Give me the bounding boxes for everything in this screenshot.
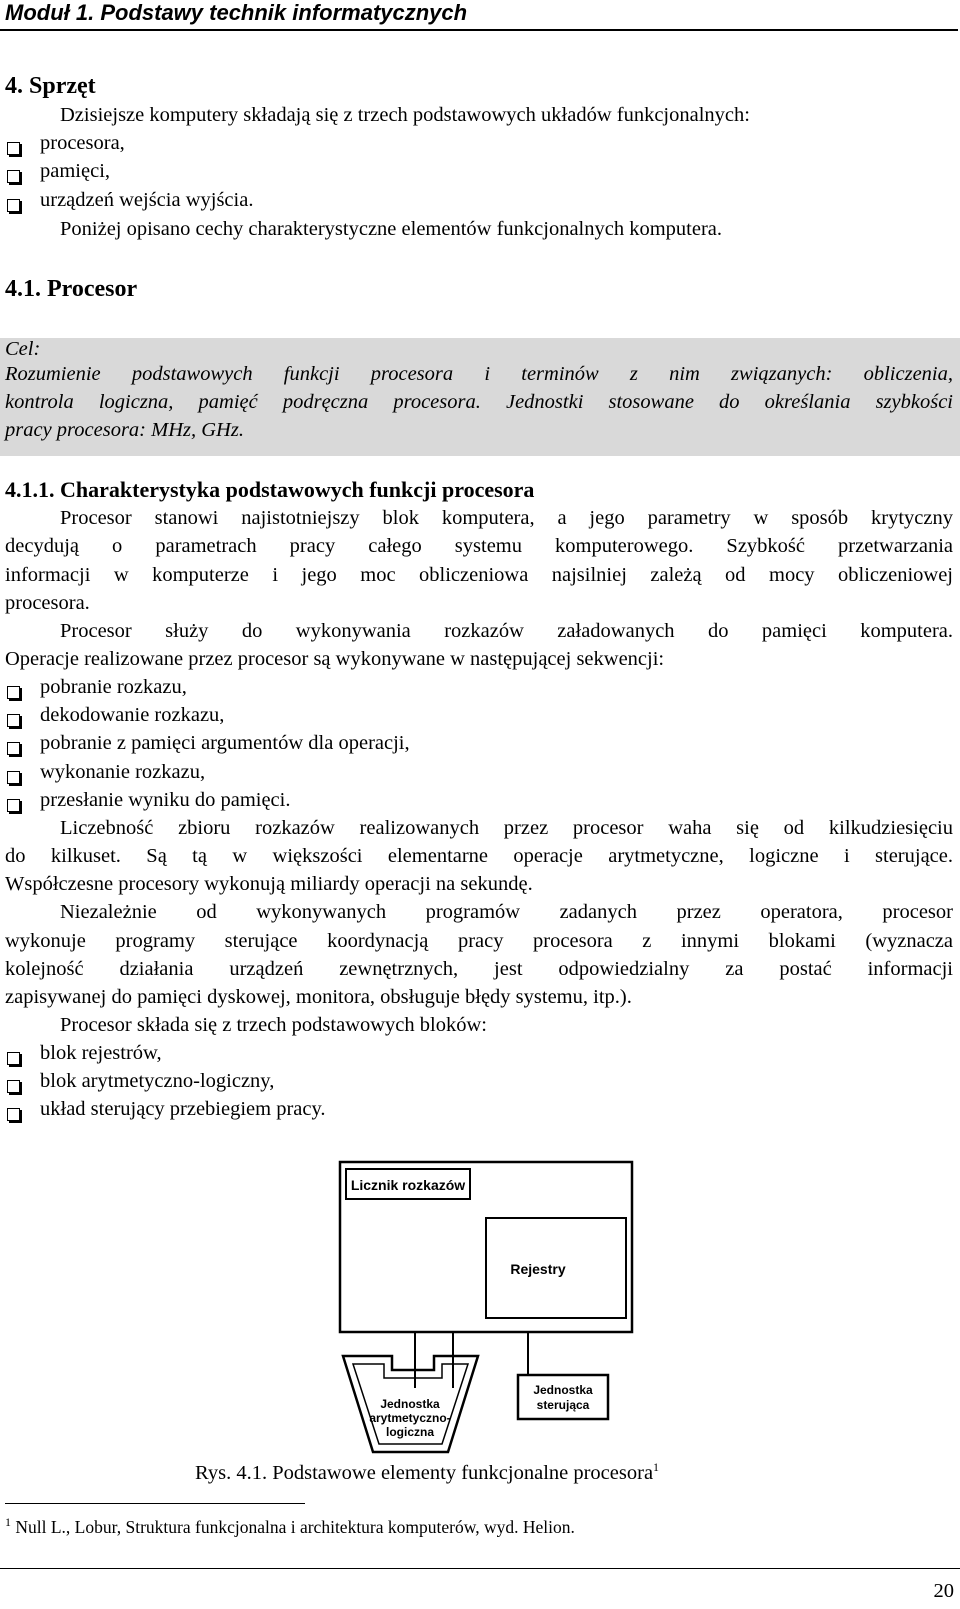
- subsection-title: 4.1. Procesor: [5, 276, 138, 302]
- figure-caption: [195, 1460, 659, 1485]
- paragraph-line: Liczebność zbioru rozkazów realizowanych przez procesor waha się od kilkudziesięciu: [60, 817, 953, 839]
- goal-box: [0, 338, 960, 456]
- subsubsection-title: 4.1.1. Charakterystyka podstawowych funkcji procesora: [5, 477, 535, 502]
- paragraph-line: decydują o parametrach pracy całego systemu komputerowego. Szybkość przetwarzania: [5, 535, 953, 557]
- bullet-icon: [7, 1052, 20, 1065]
- counter-label: Licznik rozkazów: [350, 1177, 466, 1193]
- alu-label-line: Jednostka: [380, 1397, 440, 1411]
- paragraph-line: zapisywanej do pamięci dyskowej, monitora, obsługuje błędy systemu, itp.).: [5, 986, 632, 1008]
- processor-diagram: [338, 1160, 638, 1470]
- goal-line: pracy procesora: MHz, GHz.: [5, 419, 244, 441]
- footnote: [5, 1515, 575, 1538]
- paragraph-line: do kilkuset. Są tą w większości elementarne operacje arytmetyczne, logiczne i sterujące.: [5, 845, 953, 867]
- registers-label: Rejestry: [510, 1261, 566, 1277]
- list-item: procesora,: [40, 132, 125, 154]
- list-item: pamięci,: [40, 160, 111, 182]
- bullet-icon: [7, 799, 20, 812]
- section-outro: Poniżej opisano cechy charakterystyczne elementów funkcjonalnych komputera.: [60, 218, 723, 240]
- list-item: urządzeń wejścia wyjścia.: [40, 189, 254, 211]
- bullet-icon: [7, 1108, 20, 1121]
- goal-label: Cel:: [5, 338, 41, 360]
- list-item: układ sterujący przebiegiem pracy.: [40, 1098, 326, 1120]
- paragraph-line: Procesor składa się z trzech podstawowych bloków:: [60, 1014, 487, 1036]
- footnote-mark: 1: [5, 1515, 11, 1529]
- paragraph-line: procesora.: [5, 592, 90, 614]
- list-item: blok arytmetyczno-logiczny,: [40, 1070, 275, 1092]
- control-label-line: Jednostka: [533, 1383, 593, 1397]
- paragraph-line: Procesor służy do wykonywania rozkazów załadowanych do pamięci komputera.: [60, 620, 953, 642]
- section-title: 4. Sprzęt: [5, 73, 96, 99]
- caption-footnote-ref: 1: [653, 1460, 660, 1474]
- list-item: przesłanie wyniku do pamięci.: [40, 789, 291, 811]
- list-item: wykonanie rozkazu,: [40, 761, 206, 783]
- alu-label-line: logiczna: [385, 1425, 435, 1439]
- paragraph-line: informacji w komputerze i jego moc obliczeniowa najsilniej zależą od mocy obliczeniowej: [5, 564, 953, 586]
- list-item: pobranie z pamięci argumentów dla operacji,: [40, 732, 410, 754]
- paragraph-line: kolejność działania urządzeń zewnętrznych, jest odpowiedzialny za postać informacji: [5, 958, 953, 980]
- goal-line: Rozumienie podstawowych funkcji procesora i terminów z nim związanych: obliczenia,: [5, 363, 953, 385]
- page-header: [0, 0, 958, 31]
- paragraph-line: Procesor stanowi najistotniejszy blok komputera, a jego parametry w sposób krytyczny: [60, 507, 953, 529]
- bullet-icon: [7, 771, 20, 784]
- list-item: pobranie rozkazu,: [40, 676, 187, 698]
- footnote-text: Null L., Lobur, Struktura funkcjonalna i architektura komputerów, wyd. Helion.: [15, 1516, 575, 1537]
- paragraph-line: wykonuje programy sterujące koordynacją pracy procesora z innymi blokami (wyznacza: [5, 930, 953, 952]
- list-item: blok rejestrów,: [40, 1042, 162, 1064]
- list-item: dekodowanie rozkazu,: [40, 704, 225, 726]
- bullet-icon: [7, 170, 20, 183]
- bullet-icon: [7, 686, 20, 699]
- bullet-icon: [7, 142, 20, 155]
- bullet-icon: [7, 714, 20, 727]
- section-intro: Dzisiejsze komputery składają się z trzech podstawowych układów funkcjonalnych:: [60, 104, 750, 126]
- paragraph-line: Niezależnie od wykonywanych programów zadanych przez operatora, procesor: [60, 901, 953, 923]
- page-number: 20: [933, 1580, 954, 1602]
- control-label-line: sterująca: [536, 1398, 590, 1412]
- bullet-icon: [7, 742, 20, 755]
- footnote-rule: [5, 1503, 305, 1504]
- bullet-icon: [7, 1080, 20, 1093]
- control-box: [518, 1375, 608, 1419]
- alu-label-line: arytmetyczno-: [369, 1411, 451, 1425]
- paragraph-line: Współczesne procesory wykonują miliardy operacji na sekundę.: [5, 873, 533, 895]
- header-title: Moduł 1. Podstawy technik informatycznych: [5, 0, 468, 25]
- goal-line: kontrola logiczna, pamięć podręczna procesora. Jednostki stosowane do określania szybkości: [5, 391, 953, 413]
- bullet-icon: [7, 199, 20, 212]
- caption-text: Rys. 4.1. Podstawowe elementy funkcjonalne procesora: [195, 1461, 654, 1484]
- paragraph-line: Operacje realizowane przez procesor są wykonywane w następującej sekwencji:: [5, 648, 665, 670]
- page-footer-rule: [0, 1568, 960, 1569]
